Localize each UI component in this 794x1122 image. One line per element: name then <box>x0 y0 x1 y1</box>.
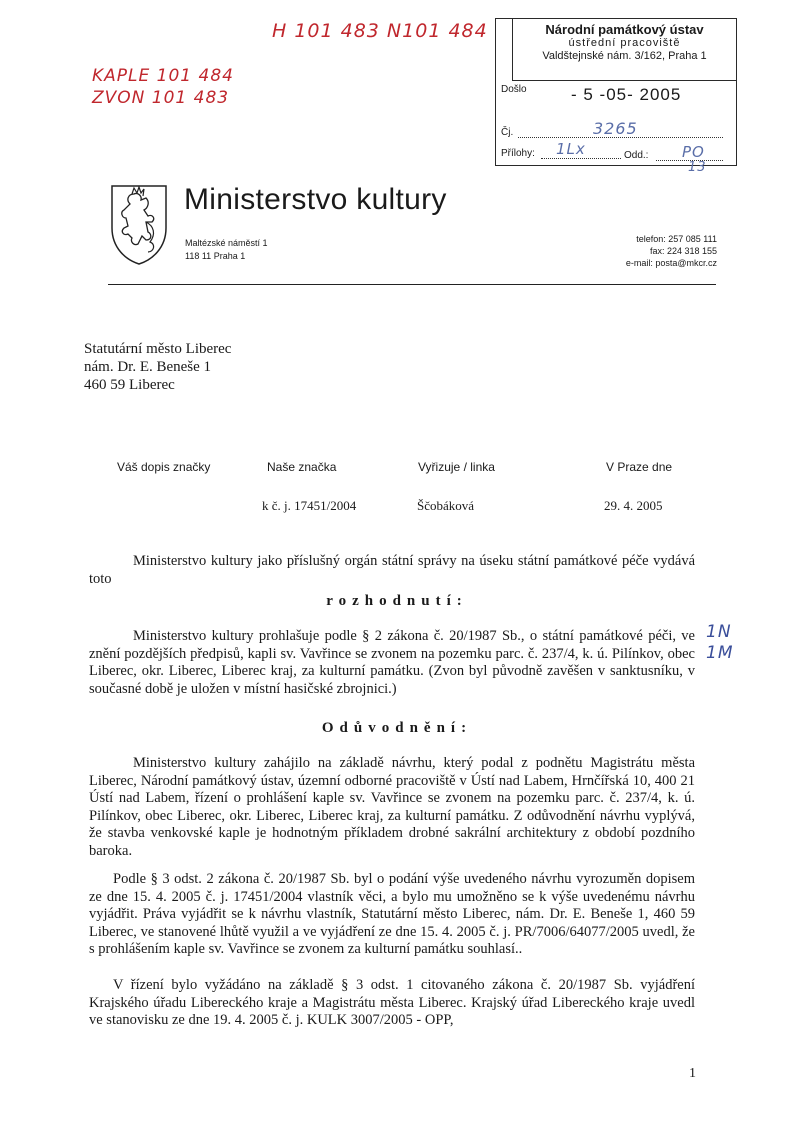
intro-paragraph: Ministerstvo kultury jako příslušný orgán státní správy na úseku státní památkové péče vydává toto <box>89 553 695 587</box>
stamp-ref-number: 3265 <box>593 119 638 138</box>
stamp-department-label: Odd.: <box>624 150 649 161</box>
margin-note-1: 1N <box>706 622 732 642</box>
ministry-address-line2: 118 11 Praha 1 <box>185 251 246 261</box>
stamp-attachments-value: 1Lx <box>556 140 586 158</box>
recipient-line3: 460 59 Liberec <box>84 377 175 393</box>
registry-stamp <box>495 18 737 166</box>
stamp-received-label: Došlo <box>501 84 527 95</box>
ministry-title: Ministerstvo kultury <box>184 183 447 216</box>
decision-paragraph: Ministerstvo kultury prohlašuje podle § 2 zákona č. 20/1987 Sb., o státní památkové péči, ve znění pozdějších předpisů, kapli sv. Vavřince se zvonem na pozemku parc. č. 237/4, k. ú. Pilínkov, obec Liberec, okr. Liberec, Liberec kraj, za kulturní památku. (Zvon byl původně zavěšen v sanktusníku, v současné době je uložen v místní hasičské zbrojnici.) <box>89 628 695 697</box>
stamp-title: Národní památkový ústav <box>545 22 704 37</box>
ministry-address <box>185 237 268 263</box>
stamp-attachments-line <box>541 158 621 159</box>
ref-date-label: V Praze dne <box>606 460 673 474</box>
handwritten-chapel-code: KAPLE 101 484 <box>92 66 234 86</box>
stamp-received-date: - 5 -05- 2005 <box>571 85 682 104</box>
ministry-fax: fax: 224 318 155 <box>649 246 717 256</box>
decision-heading: rozhodnutí: <box>326 593 468 609</box>
stamp-department-value: PO <box>682 143 705 161</box>
reasoning-heading: Odůvodnění: <box>321 720 473 736</box>
ministry-phone: telefon: 257 085 111 <box>636 234 717 244</box>
handwritten-bell-code: ZVON 101 483 <box>92 88 230 108</box>
ref-handled-by-value: Ščobáková <box>417 498 475 513</box>
reasoning-paragraph-1: Ministerstvo kultury zahájilo na základě návrhu, který podal z podnětu Magistrátu města Liberec, Národní památkový ústav, územní odborné pracoviště v Ústí nad Labem, Hrnčířská 10, 400 21 Ústí nad Labem, řízení o prohlášení kaple sv. Vavřince se zvonem na pozemku parc. č. 237/4, k. ú. Pilínkov, obec Liberec, okr. Liberec, Liberec kraj, za kulturní památku. Z odůvodnění návrhu vyplývá, že stavba venkovské kaple je hodnotným příkladem drobné sakrální architektury z období pozdního baroka. <box>89 755 695 859</box>
ref-your-letter-label: Váš dopis značky <box>117 460 211 474</box>
reasoning-paragraph-3: V řízení bylo vyžádáno na základě § 3 odst. 1 citovaného zákona č. 20/1987 Sb. vyjádření Krajského úřadu Libereckého kraje a Magistrátu města Liberec. Krajský úřad Libereckého kraje uvedl ve stanovisku ze dne 19. 4. 2005 č. j. KULK 3007/2005 - OPP, <box>89 977 695 1028</box>
ref-date-value: 29. 4. 2005 <box>604 498 663 513</box>
page-number: 1 <box>689 1066 696 1081</box>
ref-our-mark-value: k č. j. 17451/2004 <box>262 498 357 513</box>
stamp-subnote: 13 <box>688 160 707 175</box>
margin-note-2: 1M <box>706 643 734 663</box>
reasoning-paragraph-2: Podle § 3 odst. 2 zákona č. 20/1987 Sb. byl o podání výše uvedeného návrhu vyrozuměn dopisem ze dne 15. 4. 2005 č. j. 17451/2004 vlastník věci, a bylo mu umožněno se k výše uvedenému návrhu vyjádřit. Práva vyjádřit se k návrhu vlastník, Statutární město Liberec, nám. Dr. E. Beneše 1, 460 59 Liberec, ve stanovené lhůtě využil a ve vyjádření ze dne 15. 4. 2005 č. j. PR/7006/64077/2005 uvedl, že s prohlášením kaple sv. Vavřince se zvonem za kulturní památku souhlasí.. <box>89 871 695 957</box>
stamp-attachments-label: Přílohy: <box>501 148 535 159</box>
stamp-subtitle: ústřední pracoviště <box>568 37 681 49</box>
ref-our-mark-label: Naše značka <box>267 460 337 474</box>
ministry-address-line1: Maltézské náměstí 1 <box>185 238 268 248</box>
recipient-address <box>84 340 231 394</box>
header-divider <box>108 284 716 285</box>
stamp-ref-label: Čj. <box>501 127 514 138</box>
ref-handled-by-label: Vyřizuje / linka <box>418 460 495 474</box>
recipient-line1: Statutární město Liberec <box>84 341 232 357</box>
czech-lion-emblem-icon <box>108 182 170 266</box>
stamp-address: Valdštejnské nám. 3/162, Praha 1 <box>542 50 707 62</box>
recipient-line2: nám. Dr. E. Beneše 1 <box>84 359 212 375</box>
ministry-email: e-mail: posta@mkcr.cz <box>625 258 717 268</box>
handwritten-registry-code: H 101 483 N101 484 <box>272 20 488 42</box>
ministry-contact <box>626 233 717 269</box>
